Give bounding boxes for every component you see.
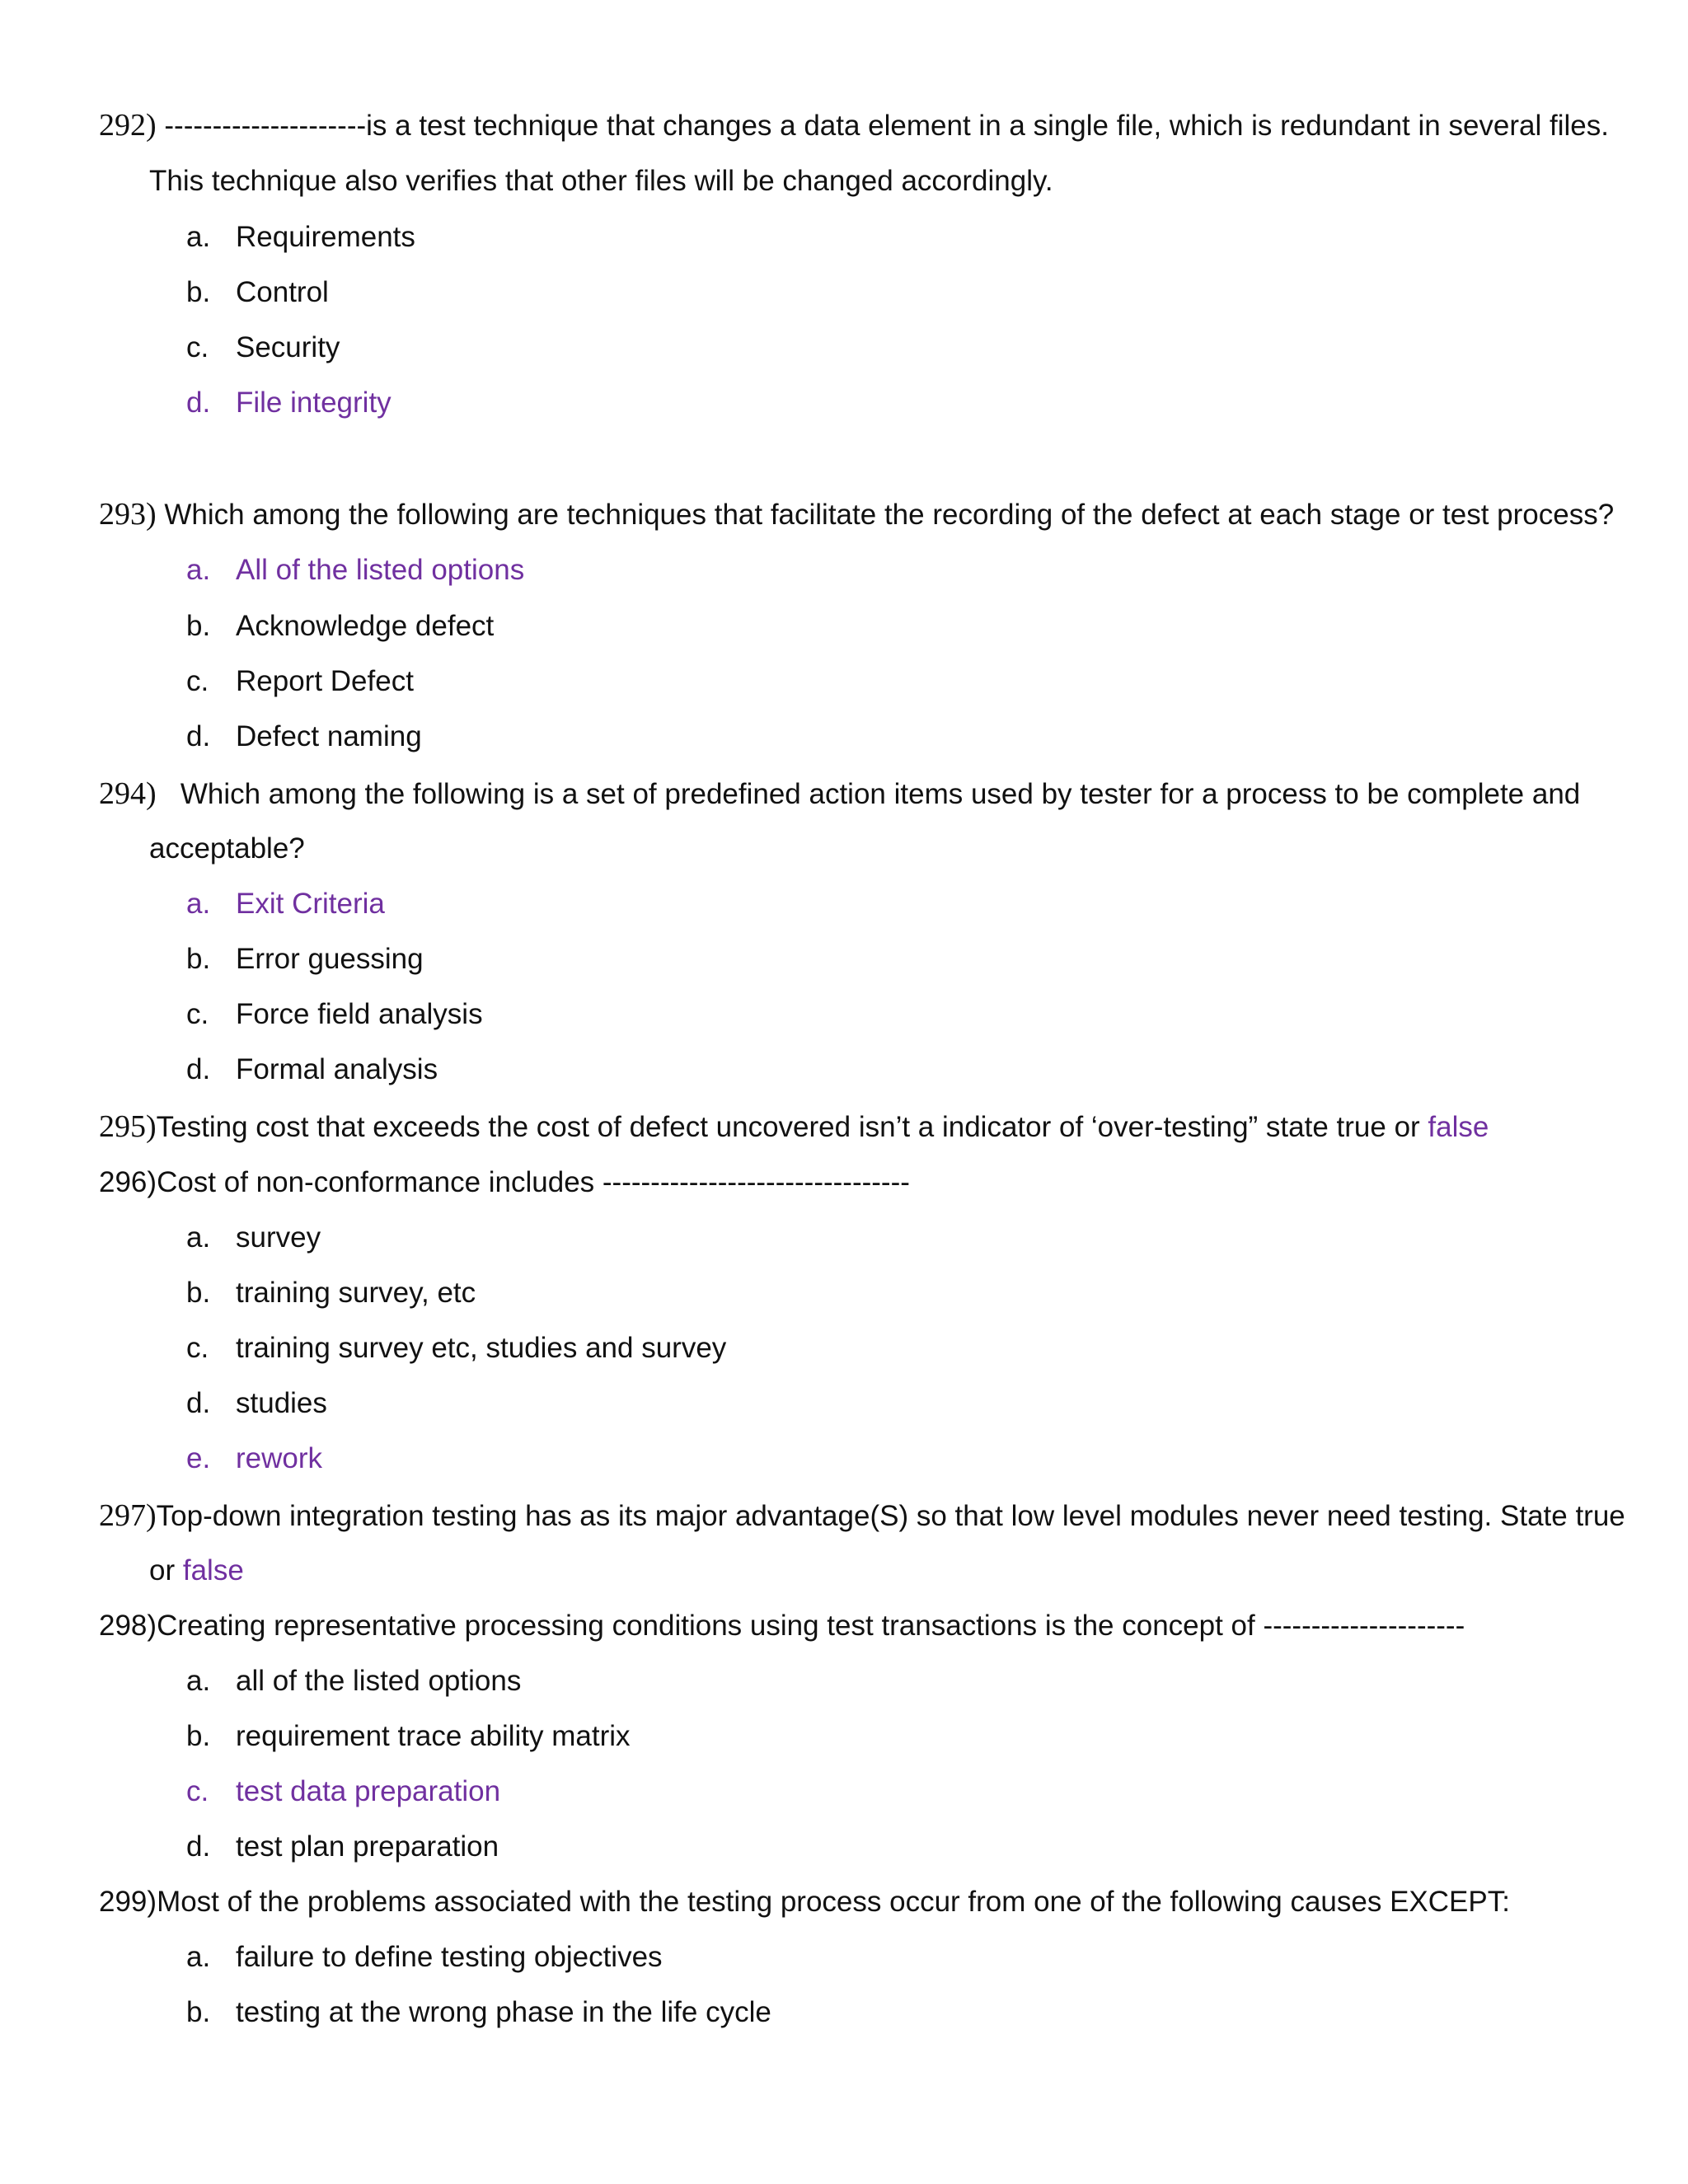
question-299-option-a: a. failure to define testing objectives bbox=[186, 1941, 663, 1973]
question-292-option-b: b. Control bbox=[186, 276, 329, 308]
question-293-option-d: d. Defect naming bbox=[186, 720, 422, 752]
question-295-text: Testing cost that exceeds the cost of defect uncovered isn’t a indicator of ‘over-testing” state true or bbox=[156, 1111, 1428, 1143]
question-295-answer: false bbox=[1428, 1111, 1489, 1143]
question-294-line-1 bbox=[99, 774, 1580, 814]
question-295-line-1 bbox=[99, 1107, 1489, 1147]
question-298-line-1 bbox=[99, 1606, 1465, 1646]
question-293-number: 293) bbox=[99, 497, 157, 532]
question-296-option-e-answer: e. rework bbox=[186, 1442, 323, 1474]
question-297-number: 297) bbox=[99, 1498, 157, 1533]
question-292-number: 292) bbox=[99, 108, 157, 143]
question-294-text: Which among the following is a set of predefined action items used by tester for a process to be complete and bbox=[180, 778, 1581, 810]
question-296-option-b: b. training survey, etc bbox=[186, 1277, 476, 1309]
question-293-option-c: c. Report Defect bbox=[186, 665, 414, 697]
question-295-number: 295) bbox=[99, 1109, 157, 1144]
question-296-text: Cost of non-conformance includes -------------------------------- bbox=[157, 1166, 910, 1198]
question-292-option-c: c. Security bbox=[186, 331, 340, 363]
question-296-option-d: d. studies bbox=[186, 1387, 327, 1419]
question-293-option-a-answer: a. All of the listed options bbox=[186, 554, 525, 586]
question-294-option-d: d. Formal analysis bbox=[186, 1053, 438, 1085]
question-297-line-2: or false bbox=[149, 1554, 244, 1586]
question-298-option-d: d. test plan preparation bbox=[186, 1830, 499, 1863]
question-294-option-b: b. Error guessing bbox=[186, 943, 424, 975]
question-298-option-a: a. all of the listed options bbox=[186, 1665, 522, 1697]
question-297-line-1 bbox=[99, 1496, 1625, 1536]
question-294-line-2: acceptable? bbox=[149, 832, 305, 865]
question-298-text: Creating representative processing conditions using test transactions is the concept of --------------------- bbox=[157, 1610, 1465, 1642]
question-294-option-a-answer: a. Exit Criteria bbox=[186, 888, 385, 920]
question-298-number: 298) bbox=[99, 1610, 157, 1642]
question-296-line-1 bbox=[99, 1163, 910, 1202]
question-294-option-c: c. Force field analysis bbox=[186, 998, 483, 1030]
question-293-line-1 bbox=[99, 494, 1614, 535]
question-298-option-c-answer: c. test data preparation bbox=[186, 1775, 501, 1807]
question-294-number: 294) bbox=[99, 776, 157, 811]
question-292-option-d-answer: d. File integrity bbox=[186, 387, 392, 419]
question-292-line-2: This technique also verifies that other files will be changed accordingly. bbox=[149, 165, 1053, 197]
question-296-option-a: a. survey bbox=[186, 1221, 321, 1254]
question-292-option-a: a. Requirements bbox=[186, 221, 415, 253]
question-293-option-b: b. Acknowledge defect bbox=[186, 610, 495, 642]
question-299-text: Most of the problems associated with the testing process occur from one of the following causes EXCEPT: bbox=[157, 1886, 1510, 1918]
question-292-line-1 bbox=[99, 105, 1609, 146]
question-292-text: ---------------------is a test technique that changes a data element in a single file, which is redundant in several files. bbox=[156, 110, 1609, 142]
question-296-number: 296) bbox=[99, 1166, 157, 1198]
question-293-text: Which among the following are techniques that facilitate the recording of the defect at each stage or test process? bbox=[164, 499, 1615, 531]
question-297-answer: false bbox=[182, 1554, 244, 1586]
question-298-option-b: b. requirement trace ability matrix bbox=[186, 1720, 631, 1752]
question-299-number: 299) bbox=[99, 1886, 157, 1918]
question-299-option-b: b. testing at the wrong phase in the life cycle bbox=[186, 1996, 771, 2028]
question-296-option-c: c. training survey etc, studies and survey bbox=[186, 1332, 727, 1364]
question-297-text: Top-down integration testing has as its major advantage(S) so that low level modules never need testing. State true bbox=[156, 1500, 1625, 1532]
question-299-line-1 bbox=[99, 1882, 1510, 1922]
